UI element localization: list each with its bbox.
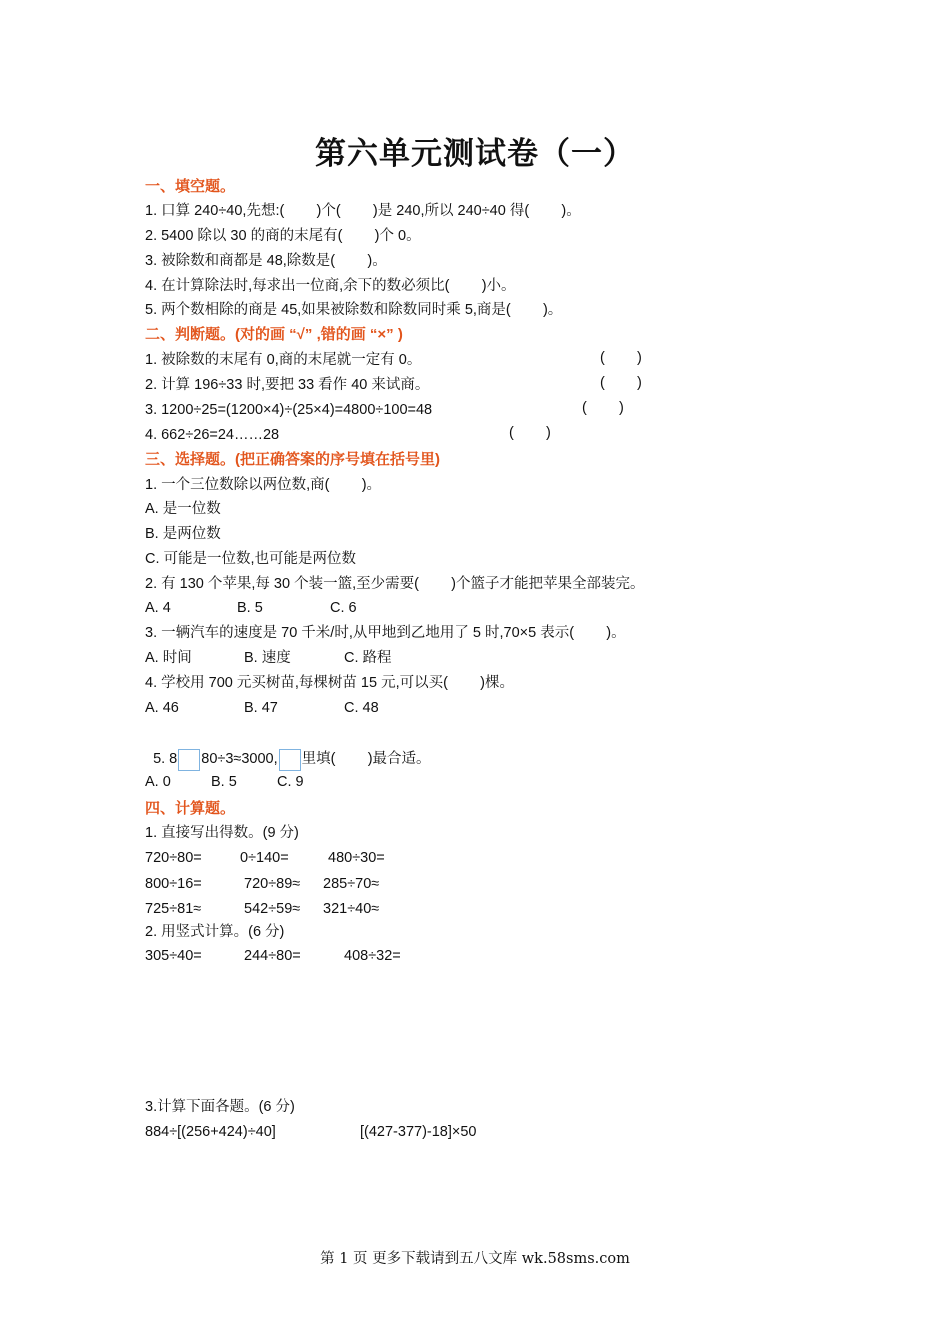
question-3-4: 4. 学校用 700 元买树苗,每棵树苗 15 元,可以买( )棵。: [145, 675, 514, 691]
question-3-3: 3. 一辆汽车的速度是 70 千米/时,从甲地到乙地用了 5 时,70×5 表示( )。: [145, 625, 626, 641]
calc-part-1-title: 1. 直接写出得数。(9 分): [145, 825, 299, 841]
option-3-5-a: A. 0: [145, 774, 171, 790]
digit-box: [279, 749, 301, 771]
option-3-3-a: A. 时间: [145, 650, 192, 666]
calc-item: 305÷40=: [145, 948, 202, 964]
section-heading-fill-blank: 一、填空题。: [145, 178, 236, 195]
calc-item: 480÷30=: [328, 850, 385, 866]
answer-blank-2-2: ( ): [600, 375, 642, 391]
question-1-4: 4. 在计算除法时,每求出一位商,余下的数必须比( )小。: [145, 278, 516, 294]
question-1-1: 1. 口算 240÷40,先想:( )个( )是 240,所以 240÷40 得( )。: [145, 203, 581, 219]
option-3-4-c: C. 48: [344, 700, 379, 716]
calc-item: 542÷59≈: [244, 901, 301, 917]
calc-item: 244÷80=: [244, 948, 301, 964]
calc-item: 720÷80=: [145, 850, 202, 866]
question-2-3: 3. 1200÷25=(1200×4)÷(25×4)=4800÷100=48: [145, 402, 433, 418]
option-3-2-b: B. 5: [237, 600, 263, 616]
option-3-2-a: A. 4: [145, 600, 171, 616]
answer-blank-2-4: ( ): [509, 425, 551, 441]
question-1-2: 2. 5400 除以 30 的商的末尾有( )个 0。: [145, 228, 421, 244]
calc-item: 725÷81≈: [145, 901, 202, 917]
calc-item: 321÷40≈: [323, 901, 380, 917]
answer-blank-2-1: ( ): [600, 350, 642, 366]
question-3-1: 1. 一个三位数除以两位数,商( )。: [145, 477, 382, 493]
section-heading-true-false: 二、判断题。(对的画 “√” ,错的画 “×” ): [145, 326, 403, 343]
calc-part-3-title: 3.计算下面各题。(6 分): [145, 1099, 295, 1115]
option-3-1-b: B. 是两位数: [145, 526, 221, 542]
option-3-3-b: B. 速度: [244, 650, 291, 666]
option-3-4-b: B. 47: [244, 700, 278, 716]
calc-item: 408÷32=: [344, 948, 401, 964]
answer-blank-2-3: ( ): [582, 400, 624, 416]
calc-item: [(427-377)-18]×50: [360, 1124, 477, 1140]
question-1-3: 3. 被除数和商都是 48,除数是( )。: [145, 253, 387, 269]
question-3-5-part-2: 80÷3≈3000,: [201, 751, 278, 767]
digit-box: [178, 749, 200, 771]
calc-item: 720÷89≈: [244, 876, 301, 892]
section-heading-multiple-choice: 三、选择题。(把正确答案的序号填在括号里): [145, 451, 440, 468]
question-3-2: 2. 有 130 个苹果,每 30 个装一篮,至少需要( )个篮子才能把苹果全部装完。: [145, 576, 645, 592]
section-heading-calculation: 四、计算题。: [145, 800, 236, 817]
question-2-2: 2. 计算 196÷33 时,要把 33 看作 40 来试商。: [145, 377, 430, 393]
option-3-2-c: C. 6: [330, 600, 357, 616]
page-title: 第六单元测试卷（一）: [315, 136, 635, 172]
calc-item: 800÷16=: [145, 876, 202, 892]
question-2-4: 4. 662÷26=24……28: [145, 427, 280, 443]
option-3-1-c: C. 可能是一位数,也可能是两位数: [145, 551, 357, 567]
option-3-4-a: A. 46: [145, 700, 179, 716]
page-footer: 第 1 页 更多下载请到五八文库 wk.58sms.com: [320, 1251, 630, 1267]
question-3-5: [145, 729, 431, 771]
option-3-5-b: B. 5: [211, 774, 237, 790]
question-3-5-part-1: 5. 8: [153, 751, 178, 767]
question-2-1: 1. 被除数的末尾有 0,商的末尾就一定有 0。: [145, 352, 422, 368]
option-3-5-c: C. 9: [277, 774, 304, 790]
option-3-1-a: A. 是一位数: [145, 501, 221, 517]
calc-item: 0÷140=: [240, 850, 289, 866]
calc-item: 285÷70≈: [323, 876, 380, 892]
question-3-5-part-3: 里填( )最合适。: [301, 751, 431, 767]
option-3-3-c: C. 路程: [344, 650, 392, 666]
question-1-5: 5. 两个数相除的商是 45,如果被除数和除数同时乘 5,商是( )。: [145, 302, 563, 318]
calc-part-2-title: 2. 用竖式计算。(6 分): [145, 924, 285, 940]
calc-item: 884÷[(256+424)÷40]: [145, 1124, 276, 1140]
